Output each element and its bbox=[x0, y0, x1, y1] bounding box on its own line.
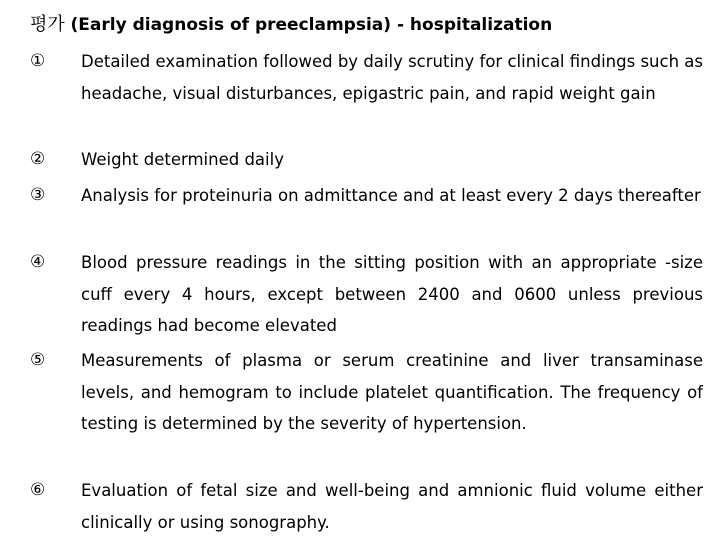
item-marker: ④ bbox=[30, 252, 46, 272]
title-main: (Early diagnosis of preeclampsia) - hospitalization bbox=[70, 15, 553, 35]
item-marker: ③ bbox=[30, 185, 46, 205]
title-prefix: 평가 bbox=[30, 14, 65, 35]
item-text: Blood pressure readings in the sitting position with an appropriate -size cuff every 4 hours, except between 2400 and 0600 unless previous readings had become elevated bbox=[81, 253, 703, 335]
item-text: Evaluation of fetal size and well-being and amnionic fluid volume either clinically or using sonography. bbox=[81, 481, 703, 532]
item-marker: ① bbox=[30, 51, 46, 71]
item-text: Weight determined daily bbox=[81, 150, 284, 169]
item-text: Detailed examination followed by daily scrutiny for clinical findings such as headache, visual disturbances, epigastric pain, and rapid weight gain bbox=[81, 52, 703, 103]
item-marker: ⑤ bbox=[30, 350, 46, 370]
item-marker: ⑥ bbox=[30, 480, 46, 500]
item-text: Analysis for proteinuria on admittance and at least every 2 days thereafter bbox=[81, 186, 701, 205]
page-title bbox=[30, 12, 552, 38]
item-marker: ② bbox=[30, 149, 46, 169]
item-text: Measurements of plasma or serum creatinine and liver transaminase levels, and hemogram to include platelet quantification. The frequency of testing is determined by the severity of hypertension. bbox=[81, 351, 703, 433]
